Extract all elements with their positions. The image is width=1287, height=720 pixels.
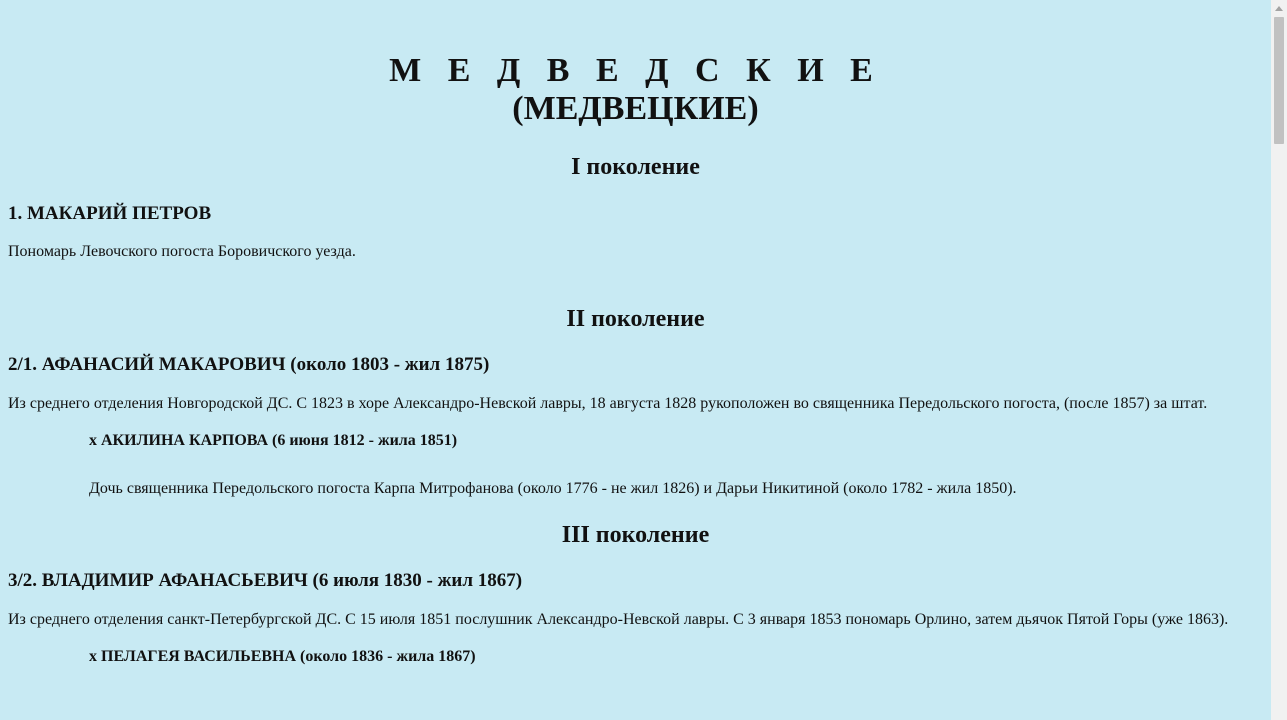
generation-heading: II поколение	[566, 305, 705, 332]
scrollbar-thumb[interactable]	[1274, 17, 1284, 144]
person-heading: 2/1. АФАНАСИЙ МАКАРОВИЧ (около 1803 - жил 1875)	[8, 354, 490, 376]
page-content	[0, 52, 1271, 667]
scroll-up-arrow-icon[interactable]	[1271, 0, 1287, 16]
person-description: Из среднего отделения санкт-Петербургской ДС. С 15 июля 1851 послушник Александро-Невской лавры. С 3 января 1853 пономарь Орлино, затем дьячок Пятой Горы (уже 1863).	[8, 611, 1229, 629]
generation-heading: III поколение	[561, 521, 710, 548]
page-title-line1: М Е Д В Е Д С К И Е	[389, 52, 882, 89]
person-description: Пономарь Левочского погоста Боровичского уезда.	[8, 243, 356, 261]
generation-2	[8, 306, 1263, 498]
person-heading: 1. МАКАРИЙ ПЕТРОВ	[8, 202, 212, 224]
generation-3	[8, 522, 1263, 667]
generation-heading: I поколение	[571, 154, 700, 181]
vertical-scrollbar[interactable]	[1271, 0, 1287, 720]
spouse-heading: х ПЕЛАГЕЯ ВАСИЛЬЕВНА (около 1836 - жила 1867)	[89, 648, 476, 666]
page-title	[8, 52, 1263, 128]
person-heading: 3/2. ВЛАДИМИР АФАНАСЬЕВИЧ (6 июля 1830 - жил 1867)	[8, 570, 523, 592]
page-title-line2: (МЕДВЕЦКИЕ)	[512, 90, 759, 128]
person-description: Из среднего отделения Новгородской ДС. С 1823 в хоре Александро-Невской лавры, 18 августа 1828 рукоположен во священника Передольского погоста, (после 1857) за штат.	[8, 394, 1208, 412]
spouse-description: Дочь священника Передольского погоста Карпа Митрофанова (около 1776 - не жил 1826) и Дарьи Никитиной (около 1782 - жила 1850).	[89, 479, 1017, 497]
generation-1	[8, 154, 1263, 262]
spouse-heading: х АКИЛИНА КАРПОВА (6 июня 1812 - жила 1851)	[89, 432, 458, 450]
